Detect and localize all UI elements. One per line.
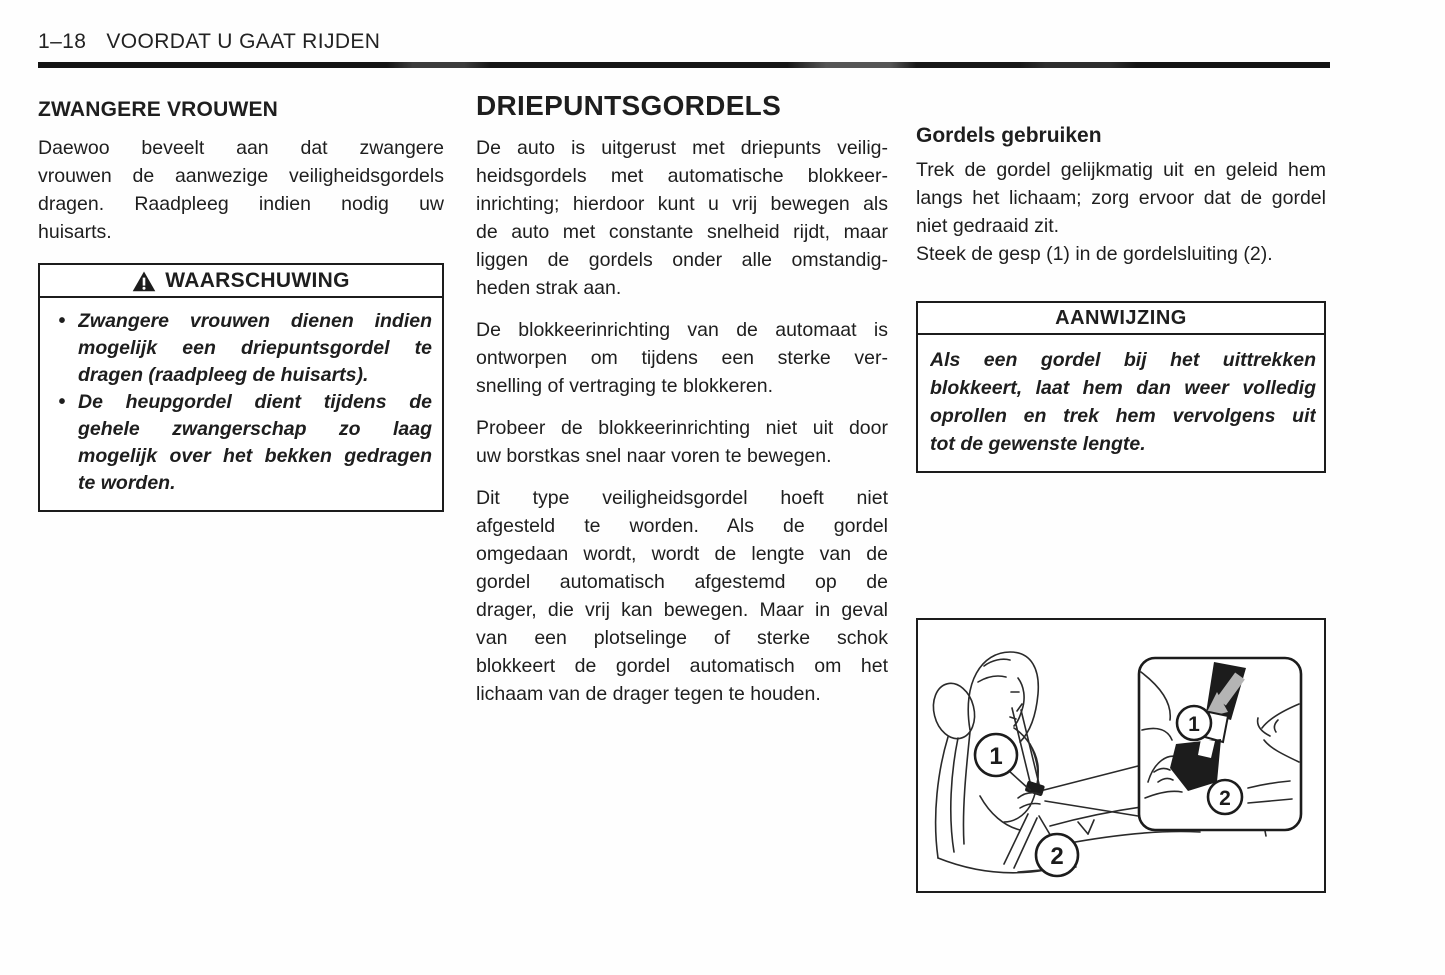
seatbelt-illustration (916, 618, 1326, 893)
paragraph (476, 134, 888, 302)
section-heading-driepuntsgordels: DRIEPUNTSGORDELS (476, 90, 782, 121)
paragraph (916, 156, 1326, 240)
bullet-dot: • (58, 391, 66, 413)
warning-bullet-item (46, 389, 432, 497)
chapter-title: VOORDAT U GAAT RIJDEN (106, 30, 381, 53)
text-line: De heupgordel dient tijdens de (78, 391, 432, 413)
paragraph (916, 240, 1326, 268)
page-header (38, 30, 380, 54)
text-line: Zwangere vrouwen dienen indien (78, 310, 432, 332)
text-line: De blokkeerinrichting van de automaat is (476, 319, 888, 341)
text-line: De auto is uitgerust met driepunts veilig- (476, 137, 888, 159)
text-line: lichaam van de drager tegen te houden. (476, 683, 821, 705)
text-line: drager, die vrij kan bewegen. Maar in geval (476, 599, 888, 621)
text-line: Dit type veiligheidsgordel hoeft niet (476, 487, 888, 509)
text-line: Trek de gordel gelijkmatig uit en geleid hem (916, 159, 1326, 181)
text-line: niet gedraaid zit. (916, 215, 1060, 237)
text-line: heidsgordels met automatische blokkeer- (476, 165, 888, 187)
warning-box-body (40, 298, 442, 510)
section-heading-zwangere-vrouwen: ZWANGERE VROUWEN (38, 98, 279, 121)
text-line: blokkeert, laat hem dan weer volledig (930, 377, 1316, 399)
text-line: liggen de gordels onder alle omstandig- (476, 249, 888, 271)
text-line: inrichting; hierdoor kunt u vrij bewegen als (476, 193, 888, 215)
text-line: Probeer de blokkeerinrichting niet uit door (476, 417, 888, 439)
callout-1-main (975, 734, 1030, 790)
text-line: Steek de gesp (1) in de gordelsluiting (2). (916, 243, 1273, 265)
warning-bullet-item (46, 308, 432, 389)
note-box-body (918, 335, 1324, 471)
text-line: ontworpen om tijdens een sterke ver- (476, 347, 888, 369)
warning-box-title (40, 265, 442, 298)
left-column (38, 98, 444, 512)
callout-2-inset (1208, 780, 1242, 814)
text-line: van een plotselinge of sterke schok (476, 627, 888, 649)
text-line: dragen (raadpleeg de huisarts). (78, 364, 369, 386)
note-box (916, 301, 1326, 473)
right-column (916, 124, 1326, 870)
text-line: tot de gewenste lengte. (930, 433, 1146, 455)
warning-box (38, 263, 444, 512)
text-line: oprollen en trek hem vervolgens uit (930, 405, 1316, 427)
warning-title-label: WAARSCHUWING (165, 269, 350, 292)
note-box-title: AANWIJZING (918, 303, 1324, 335)
seatbelt-drawing (918, 620, 1324, 891)
callout-2-main (1036, 816, 1078, 876)
warning-bullet-text (78, 389, 432, 497)
text-line: Daewoo beveelt aan dat zwangere (38, 137, 444, 159)
text-line: gordel automatisch afgestemd op de (476, 571, 888, 593)
hand-with-buckle (1018, 780, 1045, 808)
svg-text:1: 1 (989, 743, 1003, 770)
text-line: huisarts. (38, 221, 112, 243)
svg-text:2: 2 (1050, 843, 1064, 870)
text-line: uw borstkas snel naar voren te bewegen. (476, 445, 832, 467)
text-line: te worden. (78, 472, 176, 494)
text-line: dragen. Raadpleeg indien nodig uw (38, 193, 444, 215)
text-line: omgedaan wordt, wordt de lengte van de (476, 543, 888, 565)
paragraph (38, 134, 444, 246)
zoom-connector-lines (1044, 766, 1138, 816)
page-number: 1–18 (38, 30, 87, 53)
middle-column (476, 90, 888, 722)
text-line: heden strak aan. (476, 277, 622, 299)
text-line: langs het lichaam; zorg ervoor dat de gordel (916, 187, 1326, 209)
text-line: gehele zwangerschap zo laag (78, 418, 432, 440)
buckle-inset (1139, 658, 1301, 830)
warning-triangle-icon (132, 271, 156, 292)
text-line: blokkeert de gordel automatisch om het (476, 655, 888, 677)
text-line: afgesteld te worden. Als de gordel (476, 515, 888, 537)
paragraph (476, 414, 888, 470)
bullet-dot: • (58, 310, 66, 332)
header-rule (38, 62, 1330, 68)
paragraph (476, 484, 888, 708)
callout-1-inset (1177, 706, 1211, 740)
text-line: vrouwen de aanwezige veiligheidsgordels (38, 165, 444, 187)
warning-bullet-text (78, 308, 432, 389)
svg-text:1: 1 (1188, 713, 1200, 736)
text-line: mogelijk een driepuntsgordel te (78, 337, 432, 359)
text-line: de auto met constante snelheid rijdt, maar (476, 221, 888, 243)
text-line: snelling of vertraging te blokkeren. (476, 375, 774, 397)
text-line: mogelijk over het bekken gedragen (78, 445, 432, 467)
subsection-heading-gordels-gebruiken: Gordels gebruiken (916, 124, 1102, 147)
svg-text:2: 2 (1219, 787, 1231, 810)
text-line: Als een gordel bij het uittrekken (930, 349, 1316, 371)
paragraph (476, 316, 888, 400)
